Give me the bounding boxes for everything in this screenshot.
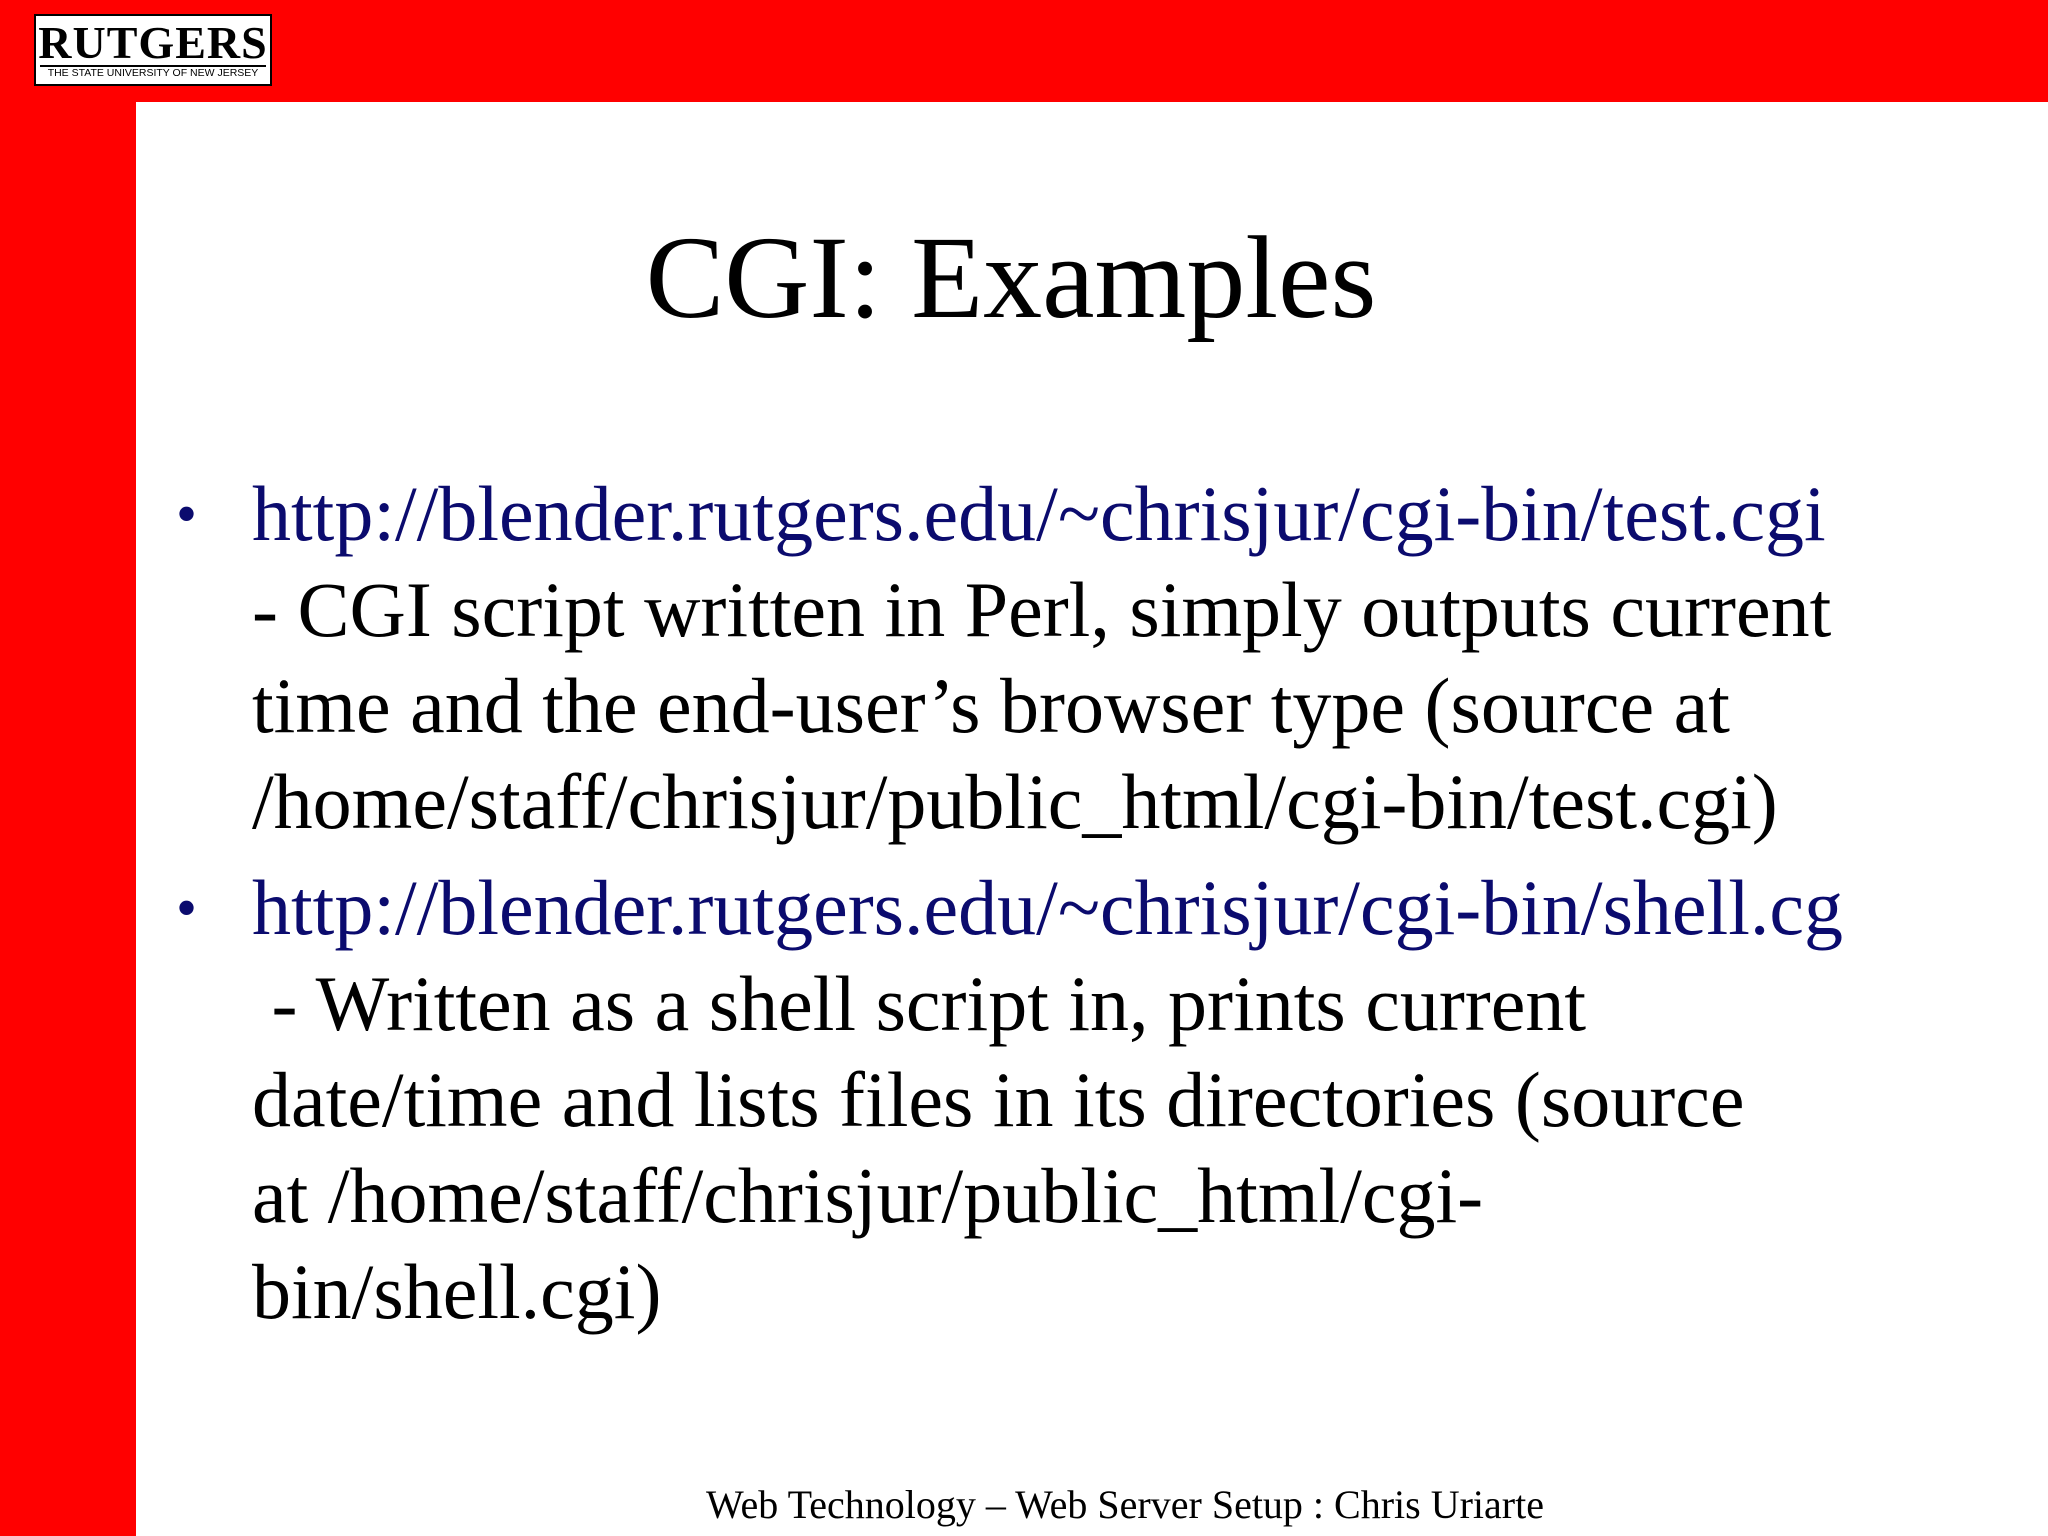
bullet-text-line: bin/shell.cgi) [252,1248,662,1335]
slide-footer: Web Technology – Web Server Setup : Chris Uriarte [706,1482,1544,1527]
bullet-text-line: time and the end-user’s browser type (source at [252,662,1730,749]
bullet-text-line: date/time and lists files in its directories (source [252,1056,1745,1143]
logo-sub-text: THE STATE UNIVERSITY OF NEW JERSEY [47,67,259,79]
bullet-text-line: /home/staff/chrisjur/public_html/cgi-bin/test.cgi) [252,758,1778,845]
slide-title: CGI: Examples [645,212,1377,343]
bullet-text-line: at /home/staff/chrisjur/public_html/cgi- [252,1152,1484,1239]
bullet-list [176,466,1976,1350]
bullet-marker: • [176,875,198,941]
bullet-text-line: - CGI script written in Perl, simply outputs current [252,566,1832,653]
bullet-item-test-cgi [176,466,1976,850]
bullet-text-line: - Written as a shell script in, prints current [252,960,1587,1047]
top-red-bar [0,0,2048,102]
left-red-bar [0,0,136,1536]
shell-cgi-link[interactable]: http://blender.rutgers.edu/~chrisjur/cgi-bin/shell.cg [252,864,1844,951]
bullet-marker: • [176,481,198,547]
test-cgi-link[interactable]: http://blender.rutgers.edu/~chrisjur/cgi-bin/test.cgi [252,470,1826,557]
bullet-item-shell-cgi [176,860,1976,1340]
rutgers-logo [34,14,272,86]
logo-main-text: RUTGERS [38,17,268,68]
